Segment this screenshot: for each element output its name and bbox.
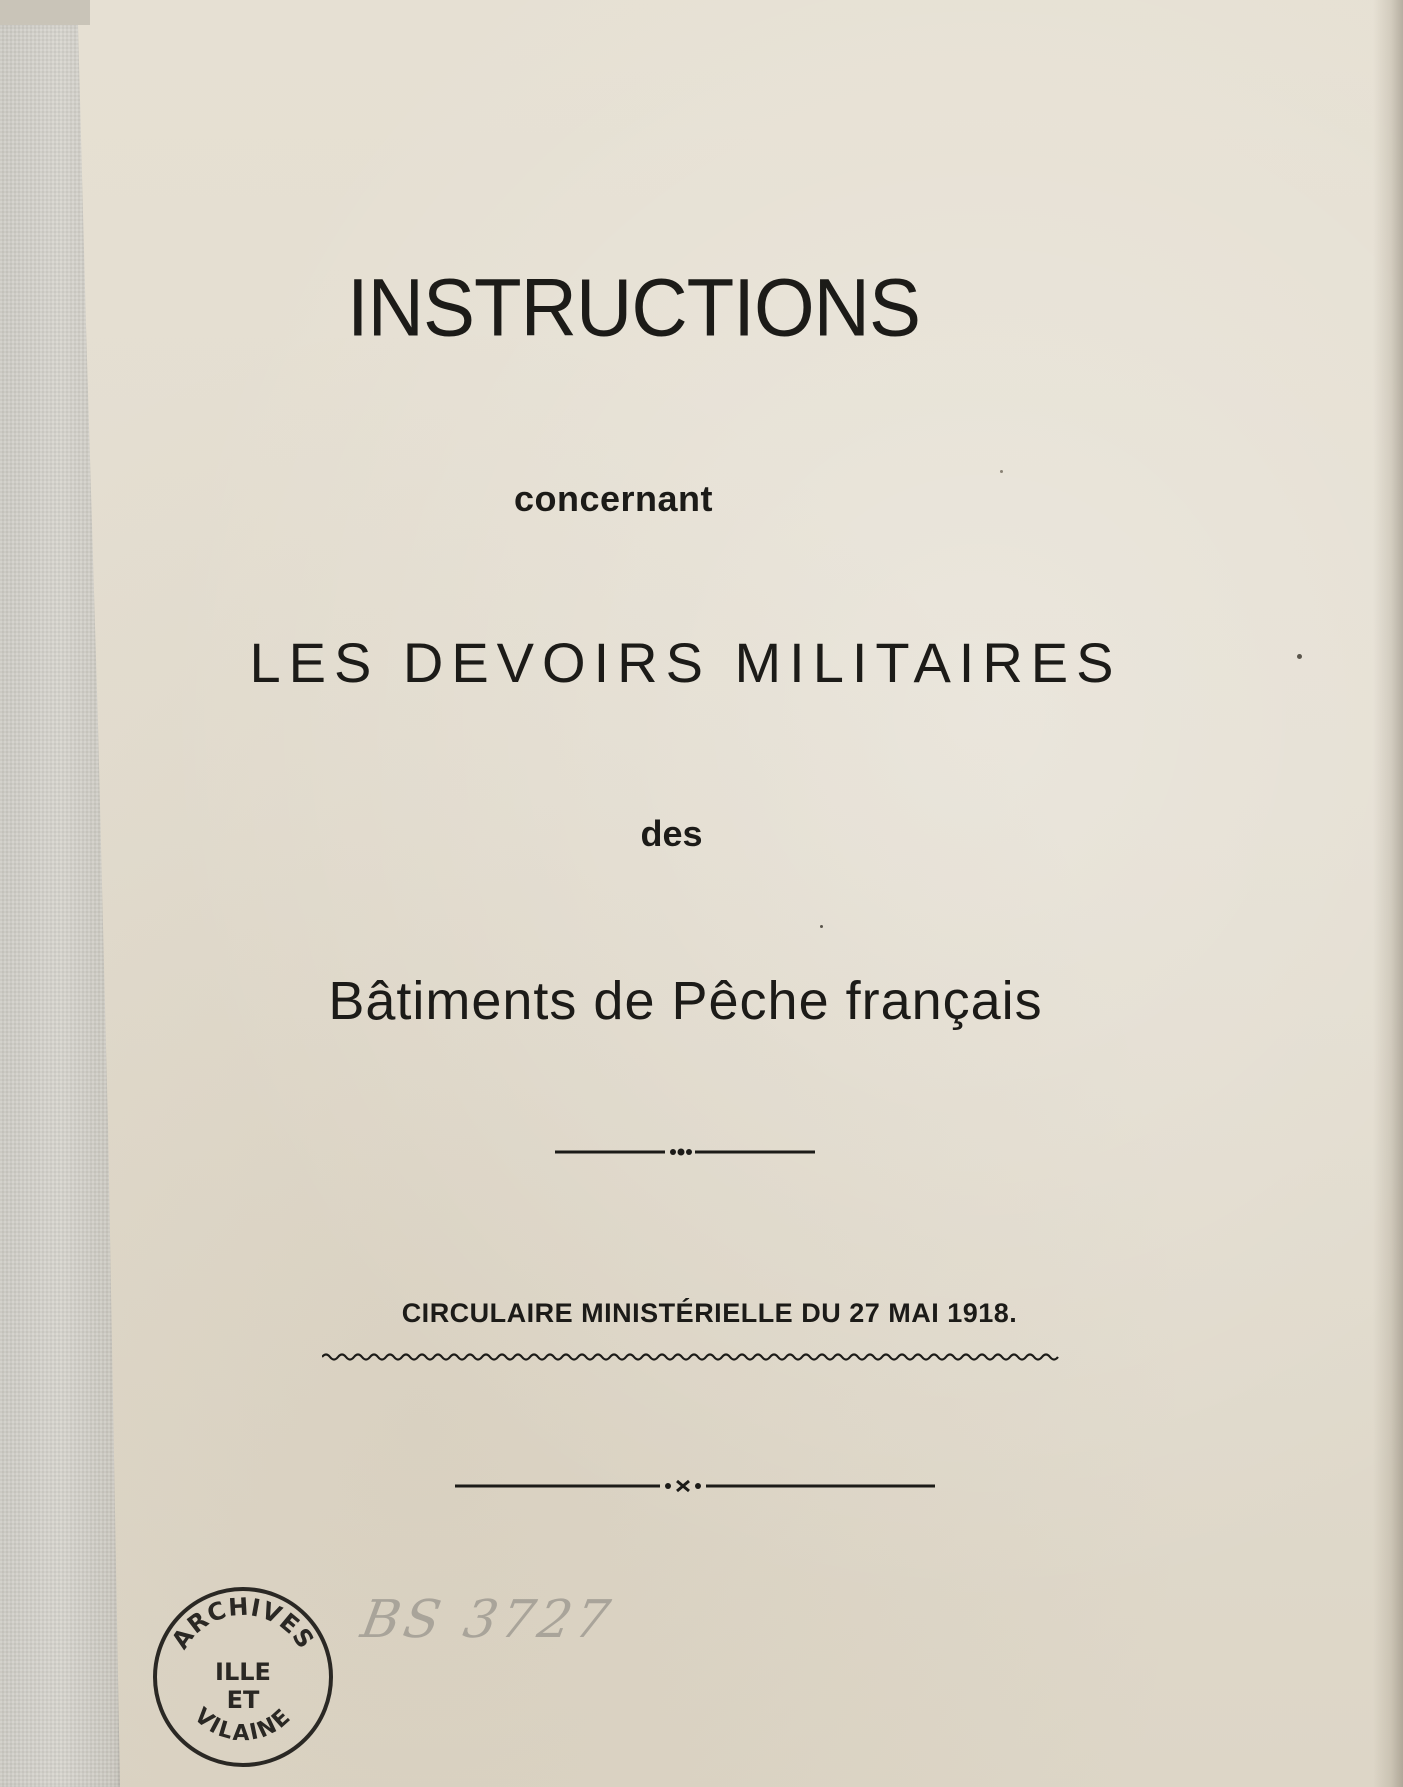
shelfmark-annotation: BS 3727 <box>356 1590 618 1650</box>
paper-speck <box>1000 470 1003 473</box>
divider-ornament-top <box>555 1145 815 1159</box>
document-title: INSTRUCTIONS <box>347 260 920 354</box>
divider-ornament-bottom <box>455 1478 935 1494</box>
svg-text:ARCHIVES <box>166 1593 320 1655</box>
subject-heading: Bâtiments de Pêche français <box>328 971 1043 1031</box>
page-edge-shadow <box>1373 0 1403 1787</box>
circular-reference: CIRCULAIRE MINISTÉRIELLE DU 27 MAI 1918. <box>401 1298 1018 1328</box>
binding-top <box>0 0 90 25</box>
wavy-underline <box>322 1350 1062 1364</box>
archives-stamp <box>148 1580 338 1770</box>
paper-speck <box>820 925 823 928</box>
stamp-bottom-text: VILAINE <box>189 1703 297 1747</box>
connector-text: des <box>640 813 703 854</box>
subtitle-connector: concernant <box>513 478 714 519</box>
main-heading: LES DEVOIRS MILITAIRES <box>249 631 1122 694</box>
stamp-line-1: ILLE <box>215 1658 271 1686</box>
paper-speck <box>1297 654 1302 659</box>
stamp-line-2: ET <box>226 1686 260 1714</box>
stamp-top-text: ARCHIVES <box>166 1592 320 1655</box>
